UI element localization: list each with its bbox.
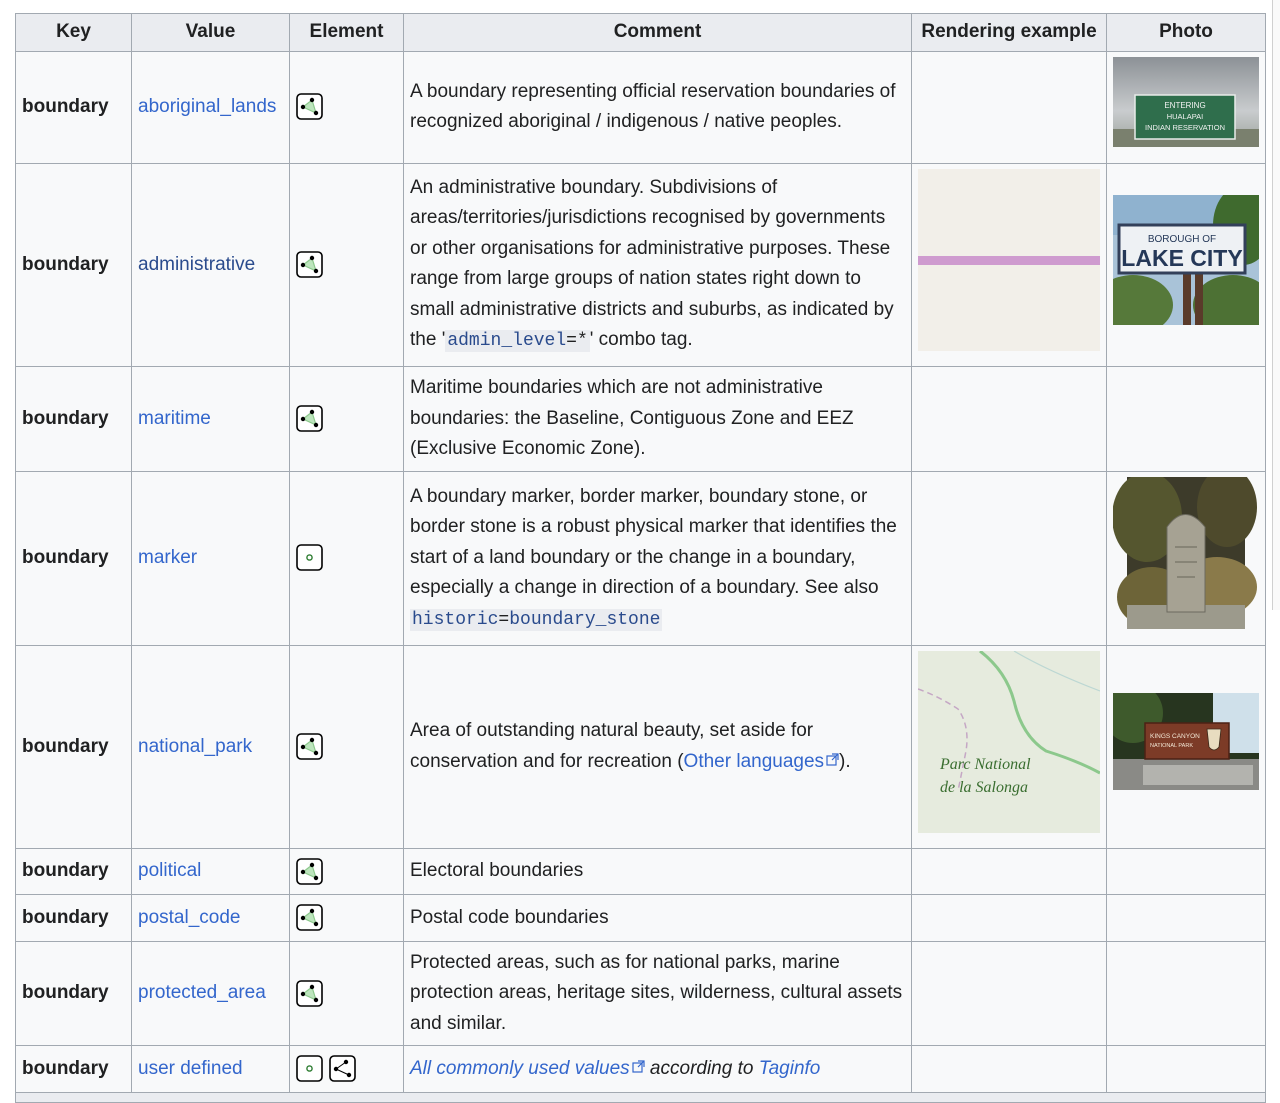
tag-equals: = bbox=[498, 609, 510, 630]
comment-cell: Maritime boundaries which are not administrative boundaries: the Baseline, Contiguous Zone and EEZ (Exclusive Economic Zone). bbox=[404, 367, 912, 472]
photo-cell bbox=[1107, 1046, 1266, 1093]
area-icon[interactable] bbox=[296, 733, 323, 760]
tag-code bbox=[445, 330, 589, 352]
node-icon[interactable] bbox=[296, 544, 323, 571]
key-cell: boundary bbox=[16, 52, 132, 164]
photo-reservation-sign[interactable] bbox=[1113, 57, 1259, 147]
rendering-cell bbox=[912, 942, 1107, 1046]
value-link-aboriginal-lands[interactable]: aboriginal_lands bbox=[138, 96, 277, 117]
rendering-cell bbox=[912, 472, 1107, 646]
area-icon[interactable] bbox=[296, 405, 323, 432]
map-label: Parc National bbox=[940, 755, 1031, 773]
node-icon[interactable] bbox=[296, 1055, 323, 1082]
table-row bbox=[16, 645, 1266, 849]
comment-cell: Postal code boundaries bbox=[404, 895, 912, 942]
key-cell: boundary bbox=[16, 895, 132, 942]
external-link-icon bbox=[632, 1060, 645, 1073]
photo-cell bbox=[1107, 367, 1266, 472]
photo-cell bbox=[1107, 52, 1266, 164]
comment-cell bbox=[404, 645, 912, 849]
key-cell: boundary bbox=[16, 472, 132, 646]
value-cell bbox=[132, 472, 290, 646]
relation-icon[interactable] bbox=[329, 1055, 356, 1082]
area-icon[interactable] bbox=[296, 858, 323, 885]
area-icon[interactable] bbox=[296, 251, 323, 278]
rendering-cell bbox=[912, 52, 1107, 164]
boundary-stone-value-link[interactable]: boundary_stone bbox=[509, 609, 661, 630]
table-row bbox=[16, 1093, 1266, 1103]
header-key[interactable]: Key bbox=[16, 14, 132, 52]
table-row bbox=[16, 52, 1266, 164]
photo-lake-city-sign[interactable] bbox=[1113, 195, 1259, 325]
historic-key-link[interactable]: historic bbox=[412, 609, 499, 630]
sign-text: BOROUGH OF bbox=[1147, 233, 1217, 245]
value-link-political[interactable]: political bbox=[138, 860, 202, 882]
sign-text: NATIONAL PARK bbox=[1150, 743, 1193, 749]
header-comment[interactable]: Comment bbox=[404, 14, 912, 52]
sign-text: LAKE CITY bbox=[1121, 244, 1243, 271]
value-cell bbox=[132, 163, 290, 367]
header-element[interactable]: Element bbox=[290, 14, 404, 52]
tag-value: =* bbox=[566, 331, 588, 352]
photo-cell bbox=[1107, 895, 1266, 942]
scrollbar-track[interactable] bbox=[1272, 0, 1280, 610]
value-link-national-park[interactable]: national_park bbox=[138, 735, 253, 757]
key-cell: boundary bbox=[16, 849, 132, 895]
table-row bbox=[16, 1046, 1266, 1093]
comment-cell bbox=[404, 163, 912, 367]
table-row bbox=[16, 163, 1266, 367]
rendering-cell bbox=[912, 1046, 1107, 1093]
sign-text: INDIAN RESERVATION bbox=[1144, 123, 1226, 132]
key-cell: boundary bbox=[16, 645, 132, 849]
comment-cell: Electoral boundaries bbox=[404, 849, 912, 895]
element-cell bbox=[290, 52, 404, 164]
comment-text: according to bbox=[644, 1057, 759, 1079]
value-link-marker[interactable]: marker bbox=[138, 547, 198, 568]
value-cell: user defined bbox=[132, 1046, 290, 1093]
value-link-protected-area[interactable]: protected_area bbox=[138, 982, 266, 1004]
photo-cell bbox=[1107, 942, 1266, 1046]
table-row bbox=[16, 942, 1266, 1046]
area-icon[interactable] bbox=[296, 904, 323, 931]
value-cell bbox=[132, 52, 290, 164]
element-cell bbox=[290, 1046, 404, 1093]
comment-text: ). bbox=[839, 750, 851, 772]
comment-cell bbox=[404, 1046, 912, 1093]
photo-cell bbox=[1107, 163, 1266, 367]
photo-cell bbox=[1107, 472, 1266, 646]
header-row bbox=[16, 14, 1266, 52]
rendering-cell bbox=[912, 849, 1107, 895]
value-cell bbox=[132, 895, 290, 942]
area-icon[interactable] bbox=[296, 980, 323, 1007]
value-link-maritime[interactable]: maritime bbox=[138, 407, 211, 429]
rendering-national-park[interactable] bbox=[918, 651, 1100, 833]
table-row bbox=[16, 849, 1266, 895]
value-link-postal-code[interactable]: postal_code bbox=[138, 906, 241, 928]
table-row bbox=[16, 895, 1266, 942]
comment-text: A boundary marker, border marker, boundary stone, or border stone is a robust physical marker that identifies the start of a land boundary or the change in a boundary, especially a change in direction of a boundary. See also bbox=[410, 485, 897, 598]
header-value[interactable]: Value bbox=[132, 14, 290, 52]
element-cell bbox=[290, 895, 404, 942]
map-label: de la Salonga bbox=[940, 778, 1028, 796]
admin-level-key-link[interactable]: admin_level bbox=[447, 331, 567, 352]
rendering-cell bbox=[912, 163, 1107, 367]
header-rendering-example[interactable]: Rendering example bbox=[912, 14, 1107, 52]
table-row bbox=[16, 367, 1266, 472]
tag-values-table bbox=[15, 13, 1266, 1103]
rendering-cell bbox=[912, 645, 1107, 849]
photo-cell bbox=[1107, 645, 1266, 849]
sign-text: ENTERING bbox=[1164, 101, 1206, 110]
area-icon[interactable] bbox=[296, 93, 323, 120]
sign-text: HUALAPAI bbox=[1166, 112, 1204, 121]
element-cell bbox=[290, 367, 404, 472]
element-cell bbox=[290, 942, 404, 1046]
other-languages-link[interactable]: Other languages bbox=[683, 750, 825, 772]
element-cell bbox=[290, 163, 404, 367]
comment-cell: A boundary representing official reservation boundaries of recognized aboriginal / indigenous / native peoples. bbox=[404, 52, 912, 164]
external-link-icon bbox=[826, 753, 839, 766]
rendering-cell bbox=[912, 367, 1107, 472]
sign-text: KINGS CANYON bbox=[1150, 733, 1200, 740]
element-cell bbox=[290, 849, 404, 895]
rendering-admin-boundary[interactable] bbox=[918, 169, 1100, 351]
element-cell bbox=[290, 645, 404, 849]
value-cell bbox=[132, 367, 290, 472]
element-cell bbox=[290, 472, 404, 646]
key-cell: boundary bbox=[16, 1046, 132, 1093]
key-cell: boundary bbox=[16, 367, 132, 472]
all-values-link[interactable]: All commonly used values bbox=[410, 1057, 630, 1079]
table-footer bbox=[16, 1093, 1266, 1103]
comment-cell: Protected areas, such as for national parks, marine protection areas, heritage sites, wilderness, cultural assets and similar. bbox=[404, 942, 912, 1046]
photo-kings-canyon-sign[interactable] bbox=[1113, 693, 1259, 790]
photo-boundary-stone[interactable] bbox=[1113, 477, 1259, 629]
key-cell: boundary bbox=[16, 163, 132, 367]
comment-text: ' combo tag. bbox=[589, 329, 693, 351]
comment-text: An administrative boundary. Subdivisions of areas/territories/jurisdictions recognised by governments or other organisations for administrative purposes. These range from large groups of nation states right down to small administrative districts and suburbs, as indicated by the ' bbox=[410, 176, 894, 351]
taginfo-link[interactable]: Taginfo bbox=[758, 1057, 821, 1079]
photo-cell bbox=[1107, 849, 1266, 895]
comment-text: Area of outstanding natural beauty, set aside for conservation and for recreation ( bbox=[410, 720, 814, 772]
value-cell bbox=[132, 942, 290, 1046]
value-link-administrative[interactable]: administrative bbox=[138, 253, 256, 275]
value-cell bbox=[132, 849, 290, 895]
header-photo[interactable]: Photo bbox=[1107, 14, 1266, 52]
comment-cell bbox=[404, 472, 912, 646]
rendering-cell bbox=[912, 895, 1107, 942]
key-cell: boundary bbox=[16, 942, 132, 1046]
table-row bbox=[16, 472, 1266, 646]
value-cell bbox=[132, 645, 290, 849]
tag-code bbox=[410, 609, 662, 631]
